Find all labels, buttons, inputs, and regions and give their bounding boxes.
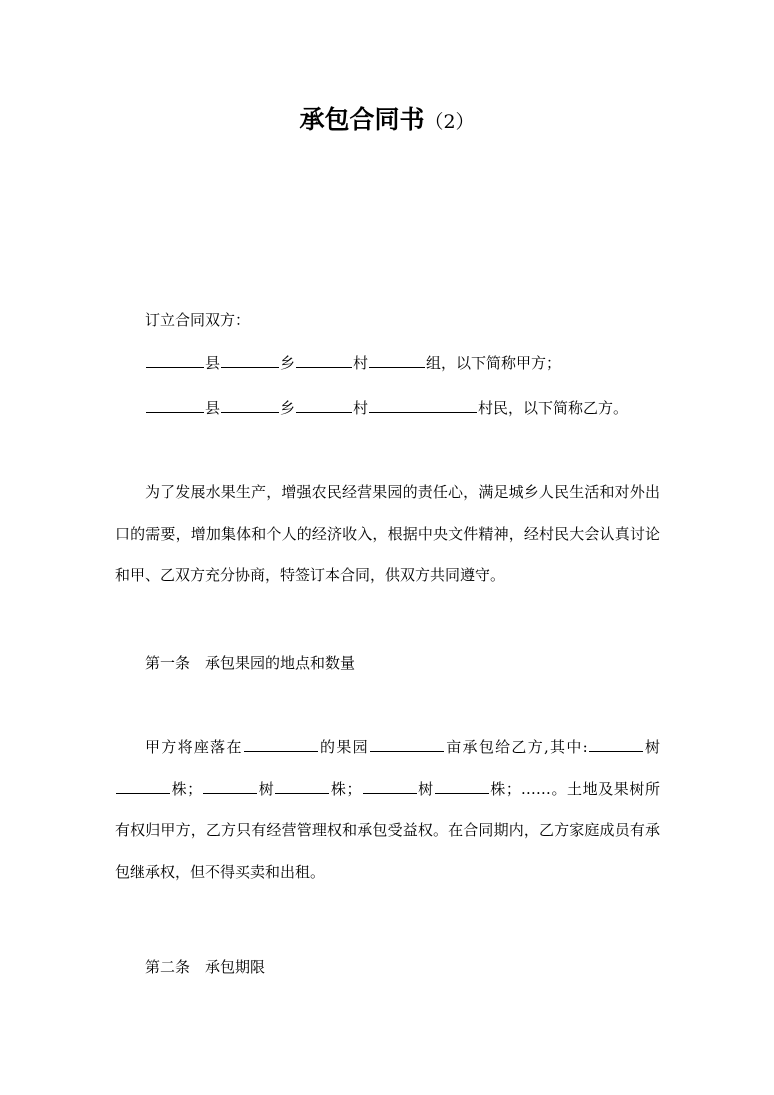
blank-field [370, 735, 444, 752]
blank-field [369, 351, 425, 368]
parties-intro: 订立合同双方： [145, 311, 251, 329]
blank-field [116, 777, 170, 794]
township-label: 乡 [280, 354, 296, 372]
village-label: 村 [353, 354, 369, 372]
blank-field [435, 777, 489, 794]
township-label: 乡 [280, 399, 296, 417]
article-2-heading: 第二条 承包期限 [145, 958, 266, 976]
party-a-line [145, 351, 561, 374]
group-label: 组，以下简称甲方； [426, 354, 562, 372]
villager-label: 村民，以下简称乙方。 [478, 399, 629, 417]
blank-field [363, 777, 417, 794]
county-label: 县 [205, 399, 221, 417]
blank-field [221, 351, 279, 368]
county-label: 县 [205, 354, 221, 372]
document-title [0, 100, 774, 142]
blank-field [203, 777, 257, 794]
blank-field [146, 351, 204, 368]
article-1-paragraph: 甲方将座落在 的果园 亩承包给乙方,其中: 树株； 树 株； 树 株；……。土地及果树所有权归甲方，乙方只有经营管理权和承包受益权。在合同期内，乙方家庭成员有承包继承权，但不得买卖和出租。 [115, 727, 660, 893]
title-text: 承包合同书 [299, 105, 425, 134]
article-1-heading: 第一条 承包果园的地点和数量 [145, 654, 356, 672]
blank-field [146, 396, 204, 413]
blank-field [369, 396, 477, 413]
blank-field [296, 396, 352, 413]
title-suffix: （2） [424, 111, 475, 133]
blank-field [221, 396, 279, 413]
blank-field [275, 777, 329, 794]
blank-field [244, 735, 318, 752]
preamble-paragraph: 为了发展水果生产，增强农民经营果园的责任心，满足城乡人民生活和对外出口的需要，增加集体和个人的经济收入，根据中央文件精神，经村民大会认真讨论和甲、乙双方充分协商，特签订本合同，供双方共同遵守。 [115, 483, 660, 584]
party-b-line [145, 396, 628, 419]
blank-field [589, 735, 643, 752]
blank-field [296, 351, 352, 368]
village-label: 村 [353, 399, 369, 417]
